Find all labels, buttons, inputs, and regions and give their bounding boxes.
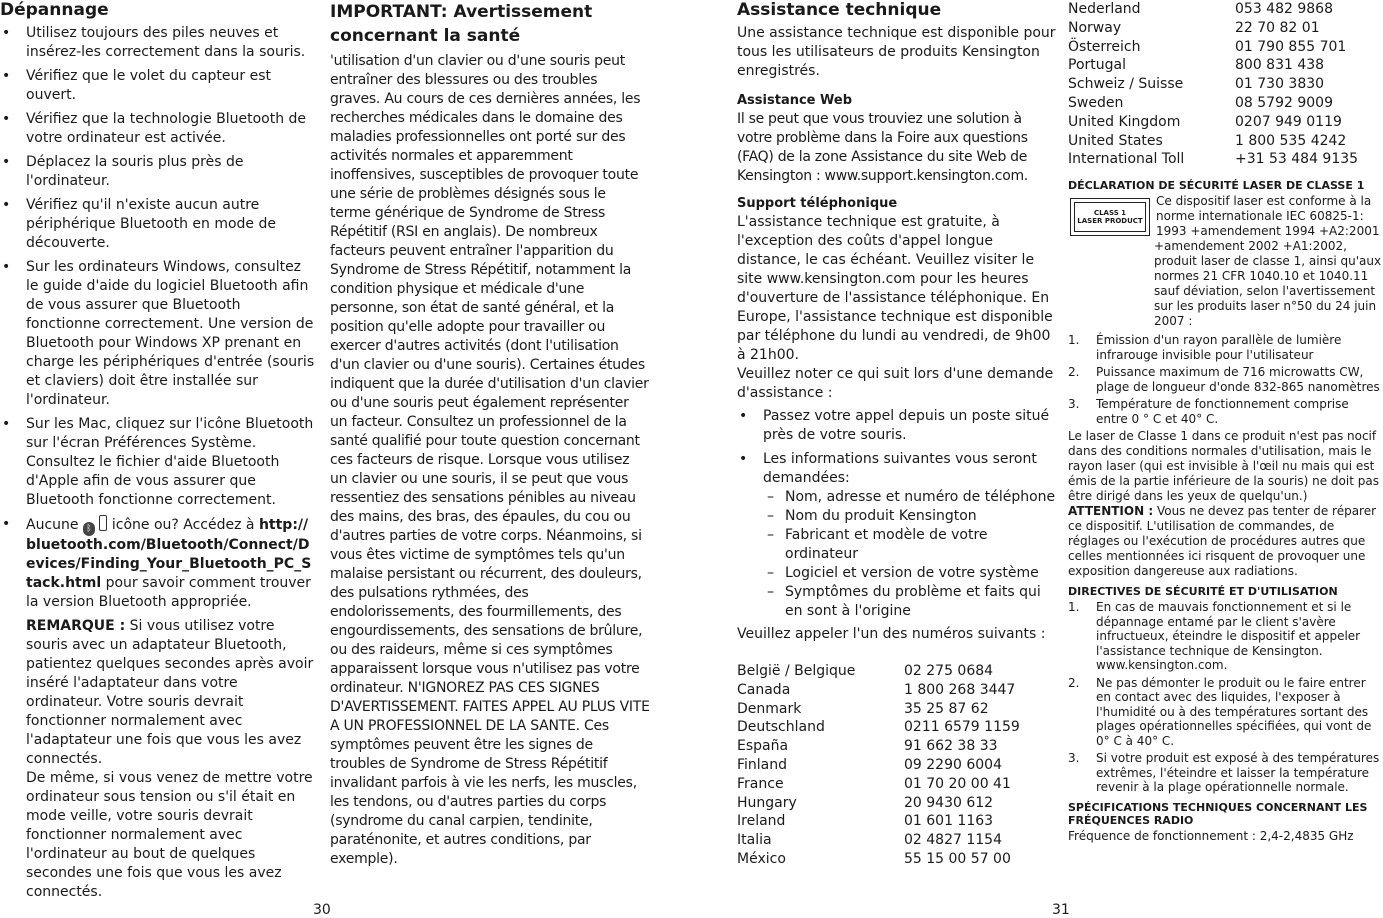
country-cell: México <box>737 850 786 867</box>
country-cell: België / Belgique <box>737 663 856 679</box>
laser-label-line2: LASER PRODUCT <box>1077 217 1143 226</box>
list-item: • Sur les Mac, cliquez sur l'icône Bluetooth sur l'écran Préférences Système. Consultez le fichier d'aide Bluetooth d'Apple afin de vous assurer que Bluetooth fonctionne correctement. <box>0 415 316 510</box>
laser-para: Le laser de Classe 1 dans ce produit n'est pas nocif dans des conditions normales d'utilisation, mais le rayon laser (qui est invisible à l'œil nu mais qui est émis de la partie inférieure de la souris) ne doit pas être dirigé dans les yeux de quelqu'un.) <box>1068 429 1379 504</box>
laser-title: DÉCLARATION DE SÉCURITÉ LASER DE CLASSE 1 <box>1068 179 1365 193</box>
country-cell: Norway <box>1068 19 1122 36</box>
laser-list <box>1068 333 1382 426</box>
list-item: 3. Si votre produit est exposé à des températures extrêmes, l'éteindre et laisser la température revenir à la plage opérationnelle normale. <box>1068 751 1380 795</box>
specs-title: SPÉCIFICATIONS TECHNIQUES CONCERNANT LES FRÉQUENCES RADIO <box>1068 800 1368 827</box>
table-row <box>1068 38 1382 57</box>
list-item: 3. Température de fonctionnement comprise entre 0 ° C et 40° C. <box>1068 397 1349 426</box>
list-item: • Déplacez la souris plus près de l'ordinateur. <box>0 153 316 191</box>
list-item: – Nom, adresse et numéro de téléphone <box>737 488 1057 507</box>
note <box>0 617 316 902</box>
bluetooth-icon: ᛒ <box>83 522 95 536</box>
specs-text: Fréquence de fonctionnement : 2,4-2,4835 GHz <box>1068 828 1354 843</box>
last-item-a: Aucune <box>26 517 79 533</box>
directives-title: DIRECTIVES DE SÉCURITÉ ET D'UTILISATION <box>1068 585 1338 599</box>
table-row <box>737 775 1057 794</box>
country-cell: United Kingdom <box>1068 113 1181 130</box>
list-item: – Nom du produit Kensington <box>737 507 1057 526</box>
country-cell: Nederland <box>1068 1 1141 17</box>
assistance-dashes <box>737 488 1057 621</box>
number-cell: 01 730 3830 <box>1235 76 1325 93</box>
phone-title: Support téléphonique <box>737 196 898 211</box>
list-item: • Sur les ordinateurs Windows, consultez le guide d'aide du logiciel Bluetooth afin de vous assurer que Bluetooth fonctionne correctement. Une version de Bluetooth pour Windows XP prenant en charge les périphériques d'entrée (souris et claviers) doit être installée sur l'ordinateur. <box>0 258 316 410</box>
country-cell: International Toll <box>1068 151 1185 168</box>
number-cell: 91 662 38 33 <box>904 738 998 755</box>
table-row <box>1068 94 1382 113</box>
right-column <box>1068 0 1382 844</box>
bluetooth-tray-icon <box>99 515 107 531</box>
table-row <box>1068 150 1382 169</box>
country-cell: Hungary <box>737 794 797 811</box>
table-row <box>737 812 1057 831</box>
bluetooth-link[interactable]: http://bluetooth.com/Bluetooth/Connect/Devices/Finding_Your_Bluetooth_PC_Stack.html <box>26 517 312 591</box>
assistance-bullets <box>737 407 1057 488</box>
table-row <box>737 681 1057 700</box>
number-cell: 053 482 9868 <box>1235 1 1333 17</box>
note-label: REMARQUE : <box>26 618 126 634</box>
table-row <box>737 794 1057 813</box>
laser-label <box>1070 198 1150 236</box>
attention-text: Vous ne devez pas tenter de réparer ce dispositif. L'utilisation de commandes, de réglages ou l'exécution de procédures autres que celles mentionnées ici risquent de provoquer une exposition dangereuse aux radiations. <box>1068 504 1377 579</box>
list-item: – Fabricant et modèle de votre ordinateur <box>737 526 1057 564</box>
country-cell: Schweiz / Suisse <box>1068 76 1184 93</box>
number-cell: 01 601 1163 <box>904 813 994 830</box>
country-cell: España <box>737 738 789 755</box>
list-item <box>0 515 316 612</box>
country-cell: Denmark <box>737 700 802 717</box>
phone-table-b <box>1068 0 1382 169</box>
list-item: • Vérifiez que la technologie Bluetooth de votre ordinateur est activée. <box>0 110 316 148</box>
country-cell: United States <box>1068 132 1163 149</box>
table-row <box>1068 19 1382 38</box>
country-cell: Deutschland <box>737 719 825 736</box>
number-cell: 35 25 87 62 <box>904 700 989 717</box>
list-item: • Les informations suivantes vous seront demandées: <box>737 450 1057 488</box>
laser-block <box>1068 194 1382 329</box>
laser-text: Ce dispositif laser est conforme à la norme internationale IEC 60825-1: 1993 +amendement 1994 +A2:2001 +amendement 2002 +A1:2002, produit laser de classe 1, ainsi qu'aux normes 21 CFR 1040.10 et 1040.11 sauf déviation, selon l'avertissement sur les produits laser n°50 du 24 juin 2007 : <box>1154 194 1382 329</box>
list-item: • Passez votre appel depuis un poste situé près de votre souris. <box>737 407 1057 445</box>
list-item: • Vérifiez qu'il n'existe aucun autre périphérique Bluetooth en mode de découverte. <box>0 196 316 253</box>
assistance-title: Assistance technique <box>737 0 942 20</box>
call-text: Veuillez appeler l'un des numéros suivants : <box>737 626 1046 642</box>
attention-label: ATTENTION : <box>1068 504 1154 519</box>
laser-label-line1: CLASS 1 <box>1093 209 1127 218</box>
list-item: – Logiciel et version de votre système <box>737 564 1057 583</box>
health-column <box>330 0 650 869</box>
table-row <box>737 700 1057 719</box>
phone-text: L'assistance technique est gratuite, à l'exception des coûts d'appel longue distance, le cas échéant. Veuillez visiter le site www.kensington.com pour les heures d'ouverture de l'assistance téléphonique. En Europe, l'assistance technique est disponible par téléphone du lundi au vendredi, de 9h00 à 21h00. <box>737 214 1053 363</box>
assistance-intro: Une assistance technique est disponible pour tous les utilisateurs de produits Kensington enregistrés. <box>737 25 1056 79</box>
table-row <box>737 718 1057 737</box>
directives-list <box>1068 600 1382 795</box>
number-cell: 55 15 00 57 00 <box>904 850 1011 867</box>
country-cell: Italia <box>737 832 772 849</box>
number-cell: 22 70 82 01 <box>1235 19 1320 36</box>
last-item-c: pour savoir comment trouver la version Bluetooth appropriée. <box>26 575 311 610</box>
health-title: IMPORTANT: Avertissement concernant la santé <box>330 2 593 46</box>
depannage-list <box>0 24 316 612</box>
number-cell: 0207 949 0119 <box>1235 113 1342 130</box>
number-cell: 01 70 20 00 41 <box>904 775 1011 792</box>
number-cell: 02 275 0684 <box>904 663 994 679</box>
depannage-title: Dépannage <box>0 0 109 20</box>
table-row <box>1068 75 1382 94</box>
number-cell: 0211 6579 1159 <box>904 719 1020 736</box>
page-number-left: 30 <box>313 902 331 918</box>
list-item: 1. En cas de mauvais fonctionnement et si le dépannage entamé par le client s'avère infructueux, éteindre le dispositif et appeler l'assistance technique de Kensington. www.kensington.com. <box>1068 600 1361 673</box>
list-item: 1. Émission d'un rayon parallèle de lumière infrarouge invisible pour l'utilisateur <box>1068 333 1342 362</box>
table-row <box>1068 56 1382 75</box>
number-cell: 01 790 855 701 <box>1235 38 1347 55</box>
table-row <box>1068 113 1382 132</box>
table-row <box>737 850 1057 869</box>
page-number-right: 31 <box>1052 902 1070 918</box>
number-cell: 20 9430 612 <box>904 794 994 811</box>
number-cell: 1 800 268 3447 <box>904 681 1016 698</box>
number-cell: 800 831 438 <box>1235 57 1325 74</box>
country-cell: Sweden <box>1068 94 1124 111</box>
web-text: Il se peut que vous trouviez une solution à votre problème dans la Foire aux questions (FAQ) de la zone Assistance du site Web de Kensington : www.support.kensington.com. <box>737 111 1028 184</box>
table-row <box>737 756 1057 775</box>
table-row <box>1068 0 1382 19</box>
number-cell: 08 5792 9009 <box>1235 94 1333 111</box>
number-cell: 1 800 535 4242 <box>1235 132 1347 149</box>
list-item: • Utilisez toujours des piles neuves et insérez-les correctement dans la souris. <box>0 24 316 62</box>
list-item: – Symptômes du problème et faits qui en sont à l'origine <box>737 583 1057 621</box>
table-row <box>737 737 1057 756</box>
table-row <box>737 831 1057 850</box>
depannage-column <box>0 0 316 902</box>
note-text-2: De même, si vous venez de mettre votre ordinateur sous tension ou s'il était en mode veille, votre souris devrait fonctionner normalement avec l'ordinateur au bout de quelques secondes une fois que vous les avez connectés. <box>26 770 313 900</box>
health-body: 'utilisation d'un clavier ou d'une souris peut entraîner des blessures ou des troubles graves. Au cours de ces dernières années, les recherches médicales dans le domaine des maladies professionnelles ont porté sur des activités normales et apparemment inoffensives, susceptibles de provoquer toute une série de problèmes désignés sous le terme générique de Syndrome de Stress Répétitif (RSI en anglais). De nombreux facteurs peuvent entraîner l'apparition du Syndrome de Stress Répétitif, notamment la condition physique et médicale d'une personne, son état de santé général, et la position qu'elle adopte pour travailler ou exercer d'autres activités (dont l'utilisation d'un clavier ou d'une souris). Certaines études indiquent que la durée d'utilisation d'un clavier ou d'une souris peut également représenter un facteur. Consultez un professionnel de la santé qualifié pour toute question concernant ces facteurs de risque. Lorsque vous utilisez un clavier ou une souris, il se peut que vous ressentiez des sensations pénibles au niveau des mains, des bras, des épaules, du cou ou d'autres parties de votre corps. Néanmoins, si vous êtes victime de symptômes tels qu'un malaise persistant ou récurrent, des douleurs, des pulsations rythmées, des endolorissements, des fourmillements, des engourdissements, des sensations de brûlure, ou des raideurs, même si ces symptômes apparaissent lorsque vous n'utilisez pas votre ordinateur. N'IGNOREZ PAS CES SIGNES D'AVERTISSEMENT. FAITES APPEL AU PLUS VITE A UN PROFESSIONNEL DE LA SANTE. Ces symptômes peuvent être les signes de troubles de Syndrome de Stress Répétitif invalidant parfois à vie les nerfs, les muscles, les tendons, ou d'autres parties du corps (syndrome du canal carpien, tendinite, paraténonite, et autres conditions, par exemple). <box>330 53 650 867</box>
note-text: Si vous utilisez votre souris avec un adaptateur Bluetooth, patientez quelques secondes après avoir inséré l'adaptateur dans votre ordinateur. Votre souris devrait fonctionner normalement avec l'adaptateur une fois que vous les avez connectés. <box>26 618 314 767</box>
number-cell: 02 4827 1154 <box>904 832 1002 849</box>
assistance-note: Veuillez noter ce qui suit lors d'une demande d'assistance : <box>737 366 1054 401</box>
country-cell: Österreich <box>1068 38 1141 55</box>
list-item: 2. Puissance maximum de 716 microwatts CW, plage de longueur d'onde 832-865 nanomètres <box>1068 365 1380 394</box>
table-row <box>737 662 1057 681</box>
assistance-column <box>737 0 1057 869</box>
country-cell: Canada <box>737 681 791 698</box>
last-item-b: icône ou? Accédez à <box>111 517 255 533</box>
number-cell: 09 2290 6004 <box>904 756 1002 773</box>
country-cell: Ireland <box>737 813 786 830</box>
attention <box>1068 504 1382 579</box>
country-cell: France <box>737 775 784 792</box>
phone-table-a <box>737 662 1057 869</box>
web-title: Assistance Web <box>737 93 853 108</box>
number-cell: +31 53 484 9135 <box>1235 151 1359 168</box>
list-item: 2. Ne pas démonter le produit ou le faire entrer en contact avec des liquides, l'exposer à l'humidité ou à des températures sortant des plages opérationnelles spécifiées, qui vont de 0° C à 40° C. <box>1068 675 1372 748</box>
table-row <box>1068 132 1382 151</box>
country-cell: Finland <box>737 756 788 773</box>
list-item: • Vérifiez que le volet du capteur est ouvert. <box>0 67 316 105</box>
country-cell: Portugal <box>1068 57 1126 74</box>
